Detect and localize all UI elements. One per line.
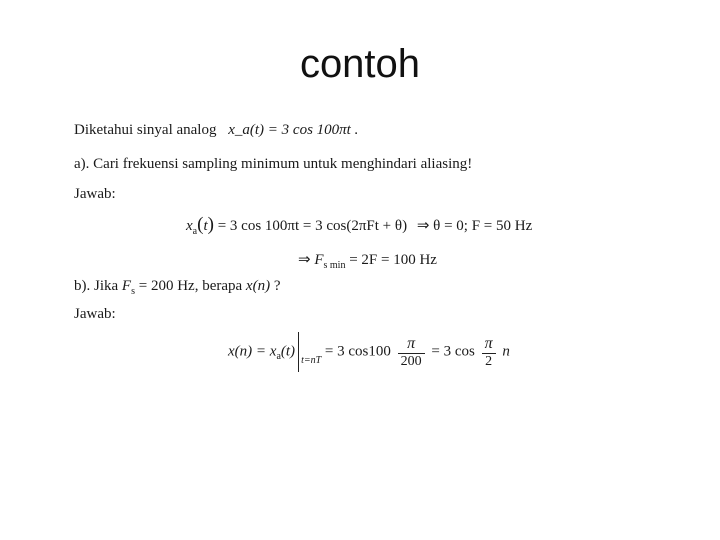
equation-3 (228, 332, 510, 372)
given-signal: x_a(t) = 3 cos 100πt . (228, 122, 359, 138)
eq2-sub: s min (323, 260, 346, 271)
eq3-eval: t=nT (301, 355, 322, 367)
part-b-suffix: ? (270, 278, 281, 294)
given-prefix: Diketahui sinyal analog (74, 122, 217, 138)
given-line (74, 122, 358, 139)
eq2-lhs: F (314, 252, 324, 268)
part-b-rest: = 200 Hz, berapa (138, 278, 243, 294)
eq2-rhs: = 2F = 100 Hz (349, 252, 437, 268)
evaluation-bar (298, 332, 299, 372)
part-b-sub: s (131, 286, 135, 297)
eq1-rhs: = 3 cos 100πt = 3 cos(2πFt + θ) (217, 218, 408, 234)
answer-label-2: Jawab: (74, 306, 116, 322)
eq3-arg: (t) (280, 343, 296, 360)
eq1-arg: t (203, 218, 208, 234)
equation-1: $x_a(t) = 3$ cos 100πt = 3 cos(2πFt + θ) ⇒ θ = 0; F = 50 Hz (186, 214, 533, 237)
part-b-question (74, 278, 281, 295)
part-b-target: x(n) (245, 278, 271, 294)
fraction-1 (398, 335, 425, 370)
slide-title: contoh (299, 42, 421, 86)
part-b-prefix: b). Jika (74, 278, 119, 294)
fraction-2 (482, 335, 496, 370)
frac1-denominator: 200 (400, 353, 422, 369)
eq3-tail: n (502, 343, 510, 360)
eq2-arrow: ⇒ (298, 252, 311, 268)
eq3-sub-a: a (276, 351, 281, 363)
eq3-mid: = 3 cos100 (324, 343, 391, 360)
equation-2 (298, 250, 437, 269)
frac1-numerator: π (398, 335, 425, 354)
eq3-lhs: x(n) = x (228, 343, 277, 360)
answer-label-1: Jawab: (74, 186, 116, 202)
part-b-var: F (121, 278, 132, 294)
eq1-sub: a (192, 226, 198, 237)
eq3-mid2: = 3 cos (431, 343, 475, 360)
frac2-denominator: 2 (485, 353, 493, 369)
eq1-lhs: x (186, 218, 193, 234)
eq1-result: ⇒ θ = 0; F = 50 Hz (416, 218, 533, 234)
part-a-question: a). Cari frekuensi sampling minimum untuk menghindari aliasing! (74, 156, 473, 172)
frac2-numerator: π (482, 335, 496, 354)
